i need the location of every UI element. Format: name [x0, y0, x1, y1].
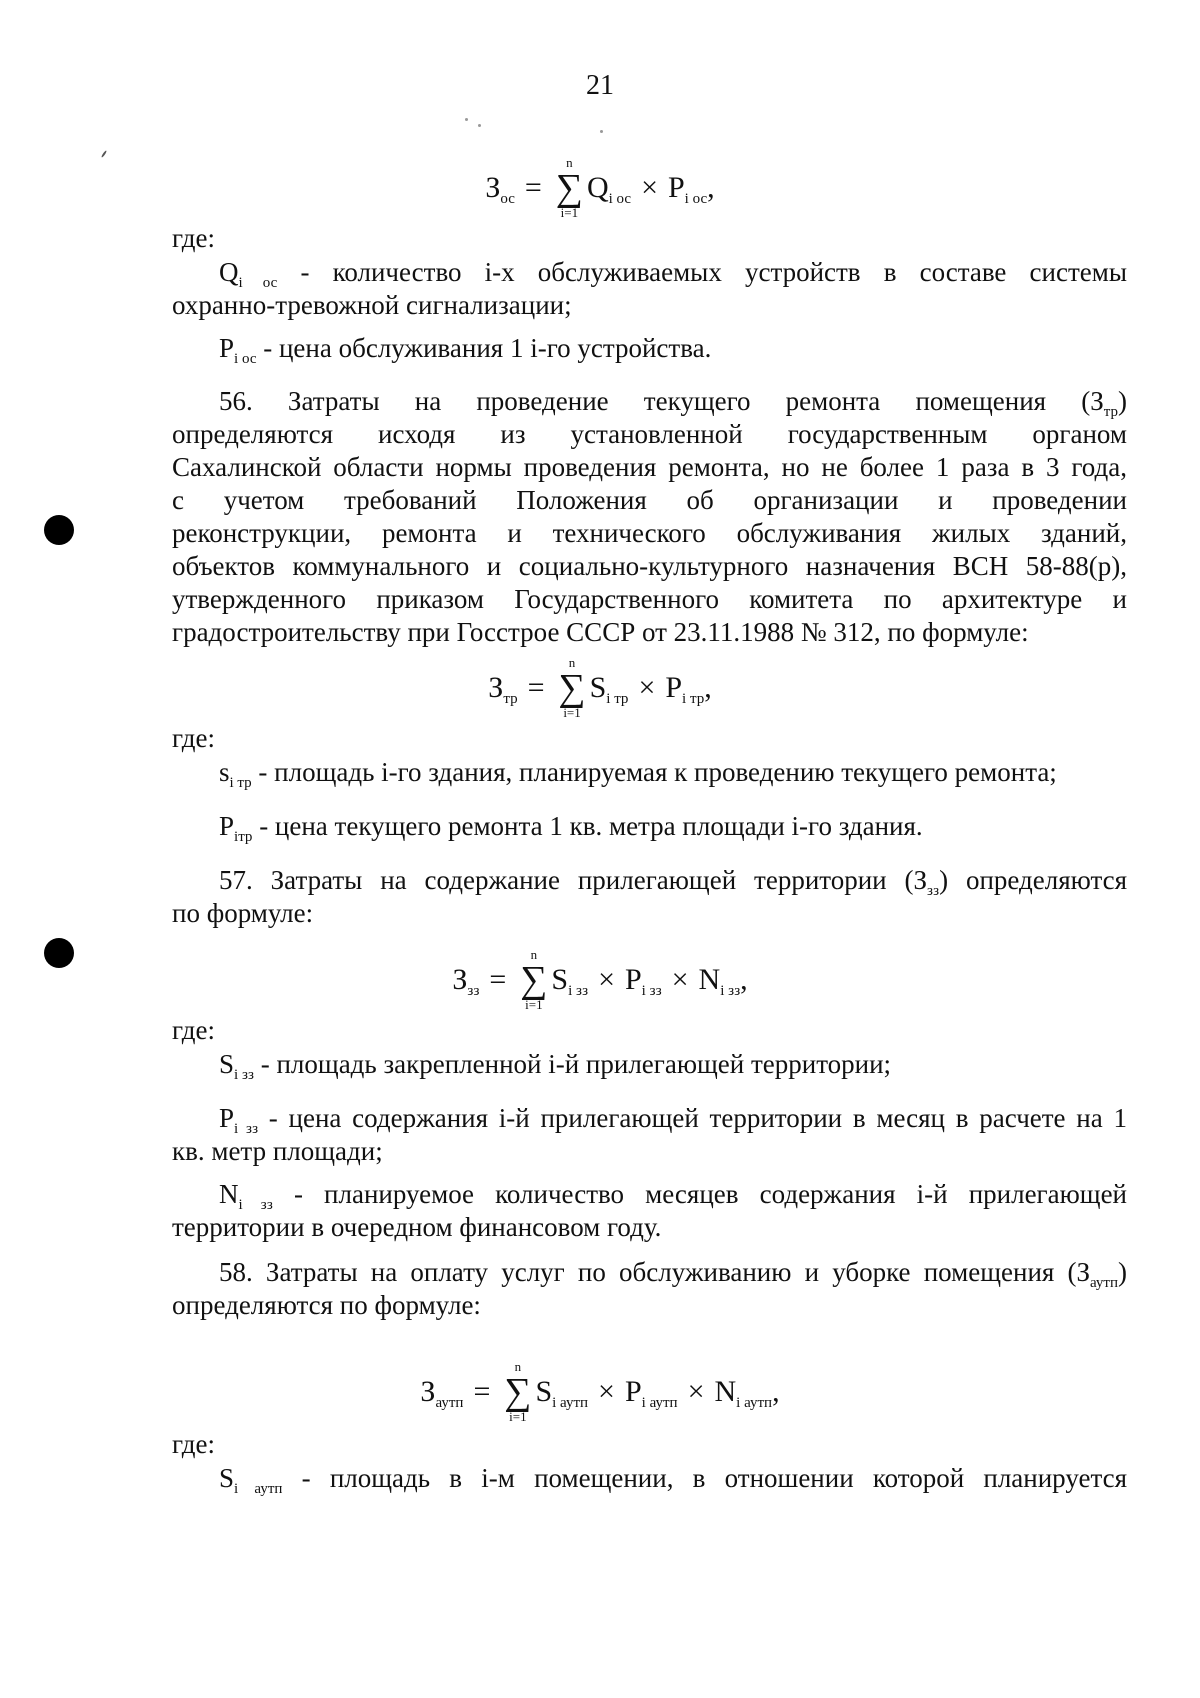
scan-speck	[465, 118, 468, 121]
definition-s-tr: $s_{i тр}$ - площадь i-го здания, планируемая к проведению текущего ремонта;	[219, 757, 1057, 791]
definition-p-tr: $P_{iтр}$ - цена текущего ремонта 1 кв. метра площади i-го здания.	[219, 811, 923, 845]
scan-speck	[600, 130, 603, 133]
definition-n-zz: $N_{i зз}$ - планируемое количество месяцев содержания i-й прилегающей территории в очередном финансовом году.	[172, 1179, 1127, 1242]
formula-lhs: $З_{зз}$	[452, 963, 480, 999]
definition-s-autp: $S_{i аутп}$ - площадь в i-м помещении, в отношении которой планируется	[219, 1463, 1127, 1497]
times-sign: ×	[598, 963, 615, 996]
times-sign: ×	[671, 963, 689, 996]
where-label: где:	[172, 1429, 215, 1459]
formula-term: $N_{i зз}$,	[698, 963, 748, 999]
paragraph-56: 56. Затраты на проведение текущего ремонта помещения $(З_{тр})$ определяются исходя из установленной государственным органом Сахалинской области нормы проведения ремонта, но не более 1 раза в 3 года, с учетом требований Положения об организации и проведении реконструкции, ремонта и технического обслуживания жилых зданий, объектов коммунального и социально-культурного назначения ВСН 58-88(р), утвержденного приказом Государственного комитета по архитектуре и градостроительству при Госстрое СССР от 23.11.1988 № 312, по формуле:	[172, 386, 1127, 647]
formula-lhs: $З_{тр}$	[488, 671, 518, 707]
formula-term: $P_{i тр}$,	[665, 671, 712, 707]
formula-lhs: $З_{ос}$	[485, 171, 515, 207]
formula-territory-maintenance	[0, 940, 1200, 1020]
sum-sign: n ∑ i=1	[558, 655, 586, 720]
scan-speck	[478, 124, 481, 127]
times-sign: ×	[687, 1375, 705, 1408]
equals-sign: =	[473, 1375, 491, 1408]
definition-p-os: $P_{i ос}$ - цена обслуживания 1 i-го устройства.	[219, 333, 712, 367]
formula-term: $N_{i аутп}$,	[714, 1375, 780, 1411]
formula-security-maintenance	[0, 148, 1200, 228]
times-sign: ×	[598, 1375, 615, 1408]
sum-sign: n ∑ i=1	[520, 947, 548, 1012]
formula-term: $S_{i тр}$	[589, 671, 629, 707]
punch-hole	[44, 938, 74, 968]
formula-current-repair	[0, 648, 1200, 728]
definition-p-zz: $P_{i зз}$ - цена содержания i-й прилегающей территории в месяц в расчете на 1 кв. метр площади;	[172, 1103, 1127, 1166]
formula-term: $S_{i зз}$	[551, 963, 589, 999]
equals-sign: =	[524, 171, 542, 204]
formula-term: $Q_{i ос}$	[586, 171, 632, 207]
sum-sign: n ∑ i=1	[555, 155, 583, 220]
where-label: где:	[172, 723, 215, 753]
paragraph-58: 58. Затраты на оплату услуг по обслуживанию и уборке помещения $(З_{аутп})$ определяются по формуле:	[172, 1257, 1127, 1320]
formula-lhs: $З_{аутп}$	[420, 1375, 464, 1411]
equals-sign: =	[489, 963, 507, 996]
formula-term: $P_{i аутп}$	[624, 1375, 678, 1411]
where-label: где:	[172, 223, 215, 253]
formula-term: $P_{i ос}$,	[667, 171, 715, 207]
sum-sign: n ∑ i=1	[504, 1359, 532, 1424]
times-sign: ×	[641, 171, 658, 204]
formula-term: $P_{i зз}$	[624, 963, 662, 999]
times-sign: ×	[638, 671, 656, 704]
formula-cleaning-services	[0, 1352, 1200, 1432]
equals-sign: =	[527, 671, 545, 704]
page-number: 21	[586, 70, 614, 101]
formula-term: $S_{i аутп}$	[535, 1375, 589, 1411]
definition-q-os: $Q_{i ос}$ - количество i-х обслуживаемых устройств в составе системы охранно-тревожной сигнализации;	[172, 257, 1127, 320]
paragraph-57: 57. Затраты на содержание прилегающей территории $(З_{зз})$ определяются по формуле:	[172, 865, 1127, 928]
definition-s-zz: $S_{i зз}$ - площадь закрепленной i-й прилегающей территории;	[219, 1049, 892, 1083]
punch-hole	[44, 515, 74, 545]
where-label: где:	[172, 1015, 215, 1045]
